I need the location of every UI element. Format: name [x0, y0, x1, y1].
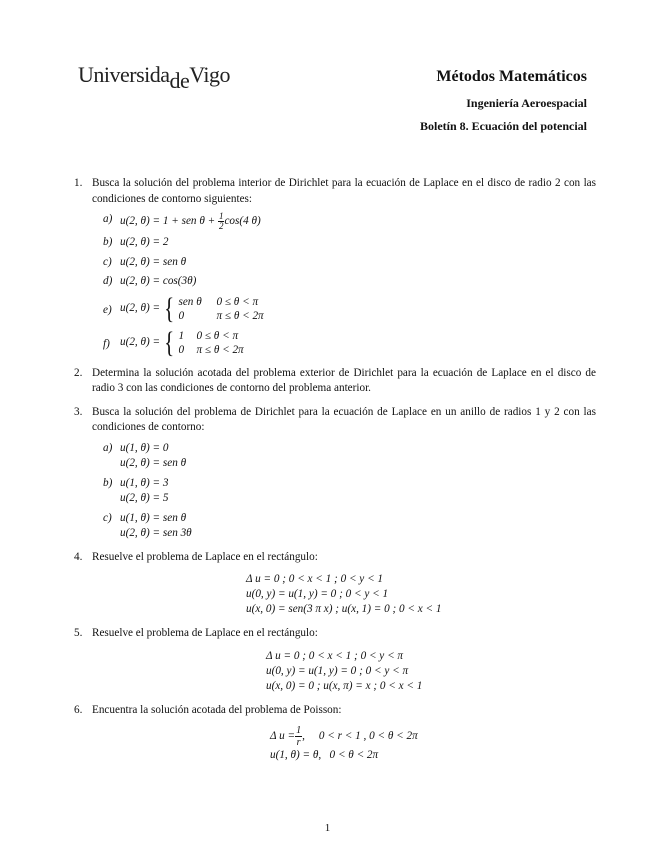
fraction-denominator: r	[296, 737, 301, 748]
equation-line: u(x, 0) = sen(3 π x) ; u(x, 1) = 0 ; 0 < x < 1	[246, 603, 442, 615]
problem-6	[74, 703, 596, 764]
subitem-e	[98, 291, 596, 325]
cases	[178, 295, 263, 323]
fraction	[295, 725, 302, 748]
subitem-label: b)	[103, 236, 113, 248]
boundary-condition-1: u(1, θ) = sen θ	[120, 511, 187, 524]
boundary-condition-1: u(1, θ) = 0	[120, 441, 169, 454]
problem-text: Resuelve el problema de Laplace en el rectángulo:	[92, 550, 318, 563]
case-condition: 0 ≤ θ < π	[216, 295, 259, 308]
problem-text: Determina la solución acotada del problema exterior de Dirichlet para la ecuación de Laplace en el disco de radio 3 con las condiciones de contorno del problema anterior.	[92, 366, 596, 394]
eq-part: cos(4 θ)	[224, 215, 261, 228]
subitem-b	[98, 235, 596, 251]
boundary-condition-2: u(2, θ) = 5	[120, 492, 169, 504]
case-value: 1	[178, 329, 185, 342]
subitem-label: d)	[103, 275, 113, 287]
subitem-list	[98, 441, 596, 542]
equation-line: u(0, y) = u(1, y) = 0 ; 0 < y < 1	[246, 588, 389, 600]
university-logo	[78, 62, 230, 93]
brace-symbol: {	[164, 291, 175, 325]
subitem-label: e)	[103, 303, 112, 316]
case-row	[178, 295, 263, 309]
subitem-label: b)	[103, 476, 113, 489]
boundary-condition-2: u(2, θ) = sen θ	[120, 457, 187, 469]
eq-part: Δ u =	[270, 730, 296, 742]
case-value: 0	[178, 309, 185, 322]
problem-number: 4.	[74, 550, 83, 563]
problem-number: 5.	[74, 627, 83, 639]
boundary-equation: u(2, θ) = sen θ	[120, 255, 187, 268]
subitem-f	[98, 325, 596, 359]
boundary-equation: u(2, θ) = 2	[120, 236, 169, 248]
equation-system	[266, 649, 596, 694]
problem-list	[74, 176, 596, 772]
logo-text-2: de	[169, 68, 190, 93]
problem-number: 3.	[74, 405, 83, 418]
degree-subtitle: Ingeniería Aeroespacial	[466, 96, 587, 110]
eq-part: u(2, θ) = 1 + sen θ +	[120, 215, 218, 228]
piecewise-equation	[120, 325, 244, 359]
fraction-denominator: 2	[218, 221, 224, 231]
subitem-label: f)	[103, 337, 110, 350]
boundary-condition-1: u(1, θ) = 3	[120, 476, 169, 489]
problem-text: Busca la solución del problema de Dirichlet para la ecuación de Laplace en un anillo de radios 1 y 2 con las condiciones de contorno:	[92, 405, 596, 433]
fraction-numerator: 1	[296, 725, 302, 736]
problem-3	[74, 405, 596, 542]
equation-line: Δ u = 0 ; 0 < x < 1 ; 0 < y < 1	[246, 573, 384, 585]
boundary-condition-2: u(2, θ) = sen 3θ	[120, 527, 192, 539]
case-row	[178, 309, 263, 323]
equation-system	[246, 572, 596, 617]
equation-line	[270, 725, 596, 748]
case-value: sen θ	[178, 295, 202, 308]
boundary-equation	[120, 211, 261, 231]
equation-system	[270, 725, 596, 763]
bulletin-title: Boletín 8. Ecuación del potencial	[419, 119, 587, 133]
equation-line: Δ u = 0 ; 0 < x < 1 ; 0 < y < π	[266, 649, 404, 662]
case-condition: π ≤ θ < 2π	[196, 343, 244, 356]
equation-line: u(1, θ) = θ, 0 < θ < 2π	[270, 749, 379, 761]
subitem-a	[98, 441, 596, 472]
course-title: Métodos Matemáticos	[436, 68, 587, 85]
subitem-c	[98, 511, 596, 542]
problem-text: Encuentra la solución acotada del problema de Poisson:	[92, 703, 342, 716]
problem-4	[74, 550, 596, 618]
subitem-c	[98, 255, 596, 271]
subitem-d	[98, 274, 596, 290]
logo-text-1: Universida	[78, 62, 170, 87]
case-value: 0	[178, 343, 185, 356]
boundary-equation: u(2, θ) = cos(3θ)	[120, 275, 197, 287]
page-number: 1	[324, 822, 331, 834]
problem-number: 2.	[74, 366, 83, 379]
logo-text-3: Vigo	[189, 62, 230, 87]
case-row	[178, 329, 243, 343]
problem-text: Resuelve el problema de Laplace en el rectángulo:	[92, 627, 318, 639]
case-condition: 0 ≤ θ < π	[196, 329, 239, 342]
brace-symbol: {	[164, 325, 175, 359]
subitem-label: a)	[103, 441, 113, 454]
subitem-label: c)	[103, 511, 112, 524]
case-condition: π ≤ θ < 2π	[216, 309, 264, 322]
eq-part: u(2, θ) =	[120, 301, 161, 314]
problem-2	[74, 366, 596, 397]
eq-part: , 0 < r < 1 , 0 < θ < 2π	[302, 730, 418, 742]
fraction-numerator: 1	[218, 211, 224, 221]
problem-text: Busca la solución del problema interior de Dirichlet para la ecuación de Laplace en el disco de radio 2 con las condiciones de contorno siguientes:	[92, 177, 596, 205]
problem-number: 1.	[74, 177, 83, 189]
equation-line: u(0, y) = u(1, y) = 0 ; 0 < y < π	[266, 664, 409, 677]
subitem-b	[98, 476, 596, 507]
eq-part: u(2, θ) =	[120, 335, 161, 348]
subitem-label: a)	[103, 213, 113, 225]
problem-1	[74, 176, 596, 358]
case-row	[178, 343, 243, 357]
problem-5	[74, 626, 596, 694]
subitem-label: c)	[103, 255, 112, 268]
subitem-a	[98, 212, 596, 231]
equation-line: u(x, 0) = 0 ; u(x, π) = x ; 0 < x < 1	[266, 679, 423, 692]
problem-number: 6.	[74, 703, 83, 716]
cases	[178, 329, 243, 357]
subitem-list	[98, 212, 596, 358]
piecewise-equation	[120, 291, 264, 325]
